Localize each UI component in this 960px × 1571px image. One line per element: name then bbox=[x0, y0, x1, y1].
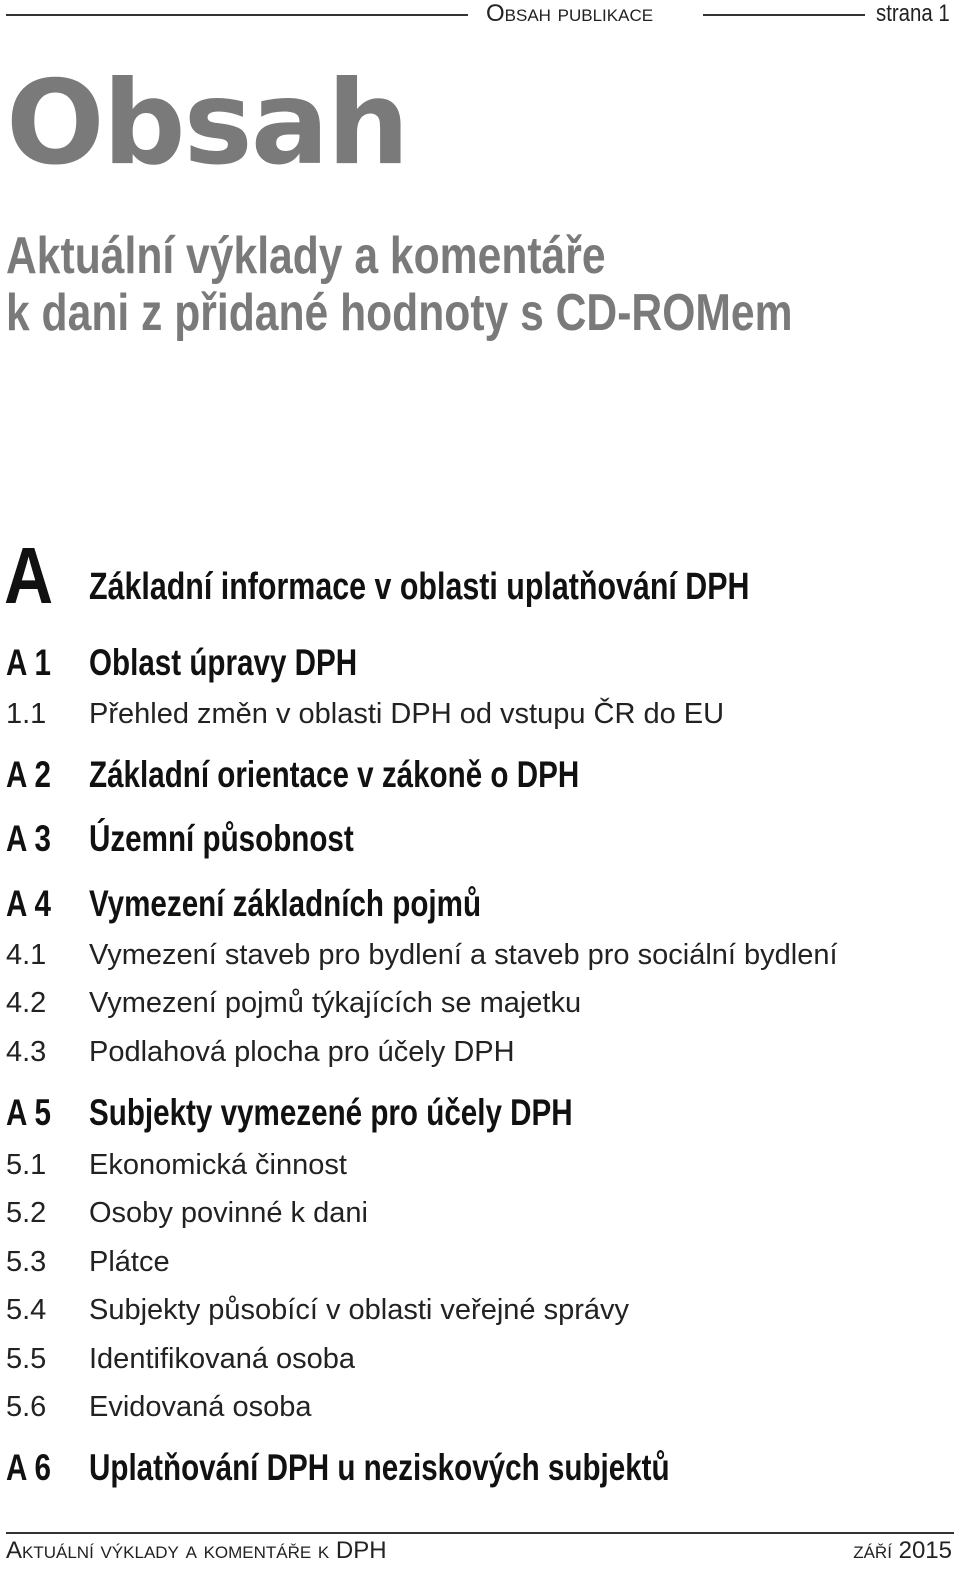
toc-entry-label: Vymezení staveb pro bydlení a staveb pro sociální bydlení bbox=[89, 939, 838, 971]
toc-entry-number: A 5 bbox=[6, 1092, 51, 1133]
publication-title bbox=[6, 228, 793, 342]
toc-entry-label: Subjekty vymezené pro účely DPH bbox=[89, 1092, 573, 1133]
toc-entry-number: 4.1 bbox=[6, 939, 47, 971]
toc-entry-number: A 4 bbox=[6, 883, 51, 924]
toc-entry-label: Vymezení základních pojmů bbox=[89, 883, 482, 924]
toc-entry-label: Ekonomická činnost bbox=[89, 1149, 347, 1181]
toc-entry-label: Základní orientace v zákoně o DPH bbox=[89, 754, 580, 795]
page-title: Obsah bbox=[6, 56, 408, 191]
toc-entry-label: Identifikovaná osoba bbox=[89, 1343, 356, 1375]
footer-date: září 2015 bbox=[853, 1537, 952, 1564]
toc-entry-label: Plátce bbox=[89, 1246, 170, 1278]
toc-entry-label: Oblast úpravy DPH bbox=[89, 642, 358, 683]
toc-entry-number: 4.2 bbox=[6, 987, 47, 1019]
toc-entry-label: Evidovaná osoba bbox=[89, 1391, 312, 1423]
toc-entry-number: 5.3 bbox=[6, 1246, 47, 1278]
toc-entry-number: 5.1 bbox=[6, 1149, 47, 1181]
toc-entry-number: 5.6 bbox=[6, 1391, 47, 1423]
page-header bbox=[0, 0, 960, 30]
publication-title-line-1: Aktuální výklady a komentáře bbox=[6, 227, 606, 285]
toc-entry-label: Subjekty působící v oblasti veřejné správy bbox=[89, 1294, 629, 1326]
page-footer bbox=[0, 1528, 960, 1571]
toc-entry-label: Uplatňování DPH u neziskových subjektů bbox=[89, 1447, 670, 1488]
toc-entry-number: A 1 bbox=[6, 642, 51, 683]
publication-title-line-2: k dani z přidané hodnoty s CD-ROMem bbox=[6, 284, 793, 342]
chapter-letter: A bbox=[4, 531, 54, 620]
footer-publication-name: Aktuální výklady a komentáře k DPH bbox=[6, 1537, 387, 1564]
toc-entry-number: 5.4 bbox=[6, 1294, 47, 1326]
toc-entry-number: 5.2 bbox=[6, 1197, 47, 1229]
toc-entry-label: Podlahová plocha pro účely DPH bbox=[89, 1036, 515, 1068]
toc-entry-label: Přehled změn v oblasti DPH od vstupu ČR do EU bbox=[89, 698, 725, 730]
toc-entry-label: Územní působnost bbox=[89, 818, 354, 859]
toc-entry-number: 4.3 bbox=[6, 1036, 47, 1068]
footer-rule bbox=[6, 1532, 954, 1534]
toc-entry-label: Osoby povinné k dani bbox=[89, 1197, 368, 1229]
header-rule-left bbox=[6, 14, 468, 16]
toc-entry-number: A 3 bbox=[6, 818, 51, 859]
header-rule-right bbox=[703, 14, 865, 16]
header-section-title: Obsah publikace bbox=[486, 0, 654, 27]
toc-entry-number: A 2 bbox=[6, 754, 51, 795]
toc-entry-number: 5.5 bbox=[6, 1343, 47, 1375]
toc-entry-number: 1.1 bbox=[6, 698, 47, 730]
toc-entry-label: Vymezení pojmů týkajících se majetku bbox=[89, 987, 582, 1019]
chapter-title: Základní informace v oblasti uplatňování DPH bbox=[89, 566, 750, 608]
toc-entry-number: A 6 bbox=[6, 1447, 51, 1488]
header-page-number: strana 1 bbox=[876, 0, 950, 27]
